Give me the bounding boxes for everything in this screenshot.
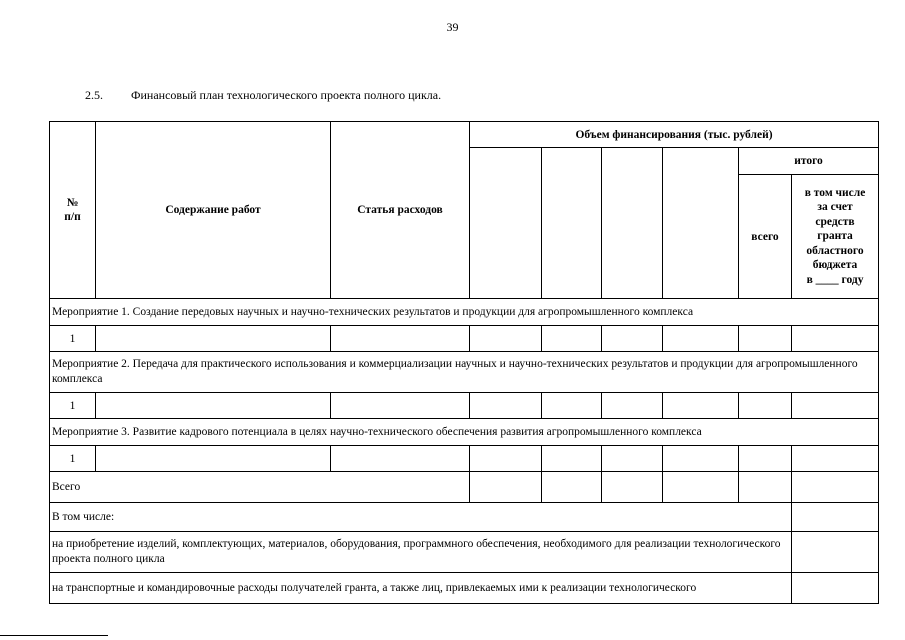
grant-cell[interactable] bbox=[792, 532, 879, 573]
value-cell[interactable] bbox=[470, 472, 542, 503]
grant-cell[interactable] bbox=[792, 326, 879, 352]
row-index: 1 bbox=[50, 446, 96, 472]
header-grant-line: бюджета bbox=[812, 259, 858, 272]
page-number: 39 bbox=[446, 20, 459, 34]
value-cell[interactable] bbox=[542, 446, 602, 472]
header-year-col-2 bbox=[542, 148, 602, 299]
value-cell[interactable] bbox=[663, 326, 739, 352]
header-funding: Объем финансирования (тыс. рублей) bbox=[470, 122, 879, 148]
value-cell[interactable] bbox=[470, 393, 542, 419]
expense-cell[interactable] bbox=[331, 393, 470, 419]
value-cell[interactable] bbox=[602, 393, 663, 419]
header-grant-line: в ____ году bbox=[806, 273, 864, 286]
measure-3-row bbox=[50, 419, 879, 446]
grant-cell[interactable] bbox=[792, 573, 879, 604]
header-grant-line: средств bbox=[815, 215, 855, 228]
measure-3-title: Мероприятие 3. Развитие кадрового потенциала в целях научно-технического обеспечения развития агропромышленного комплекса bbox=[50, 419, 879, 446]
content-cell[interactable] bbox=[96, 326, 331, 352]
measure-3-item-row bbox=[50, 446, 879, 472]
section-heading bbox=[85, 88, 441, 103]
total-row bbox=[50, 472, 879, 503]
content-cell[interactable] bbox=[96, 393, 331, 419]
row-index: 1 bbox=[50, 393, 96, 419]
total-cell[interactable] bbox=[739, 472, 792, 503]
header-grant bbox=[792, 175, 879, 299]
expense-item-row bbox=[50, 532, 879, 573]
section-number: 2.5. bbox=[85, 88, 103, 102]
header-expense: Статья расходов bbox=[331, 122, 470, 299]
header-content: Содержание работ bbox=[96, 122, 331, 299]
measure-2-title: Мероприятие 2. Передача для практического использования и коммерциализации научных и научно-технических результатов и продукции для агропромышленного комплекса bbox=[50, 352, 879, 393]
expense-item-text: на приобретение изделий, комплектующих, материалов, оборудования, программного обеспечения, необходимого для реализации технологического проекта полного цикла bbox=[50, 532, 792, 573]
header-grant-line: гранта bbox=[817, 230, 853, 243]
header-grant-line: областного bbox=[806, 244, 864, 257]
header-year-col-3 bbox=[602, 148, 663, 299]
value-cell[interactable] bbox=[602, 446, 663, 472]
total-cell[interactable] bbox=[739, 393, 792, 419]
header-row-top bbox=[50, 122, 879, 148]
measure-1-item-row bbox=[50, 326, 879, 352]
header-total-all: всего bbox=[739, 175, 792, 299]
header-grant-line: за счет bbox=[817, 201, 853, 214]
footnote-separator bbox=[0, 635, 108, 636]
header-number-symbol: № bbox=[66, 196, 79, 209]
grant-cell[interactable] bbox=[792, 472, 879, 503]
financial-plan-table bbox=[49, 121, 879, 604]
header-number-abbr: п/п bbox=[64, 211, 81, 223]
expense-item-text: на транспортные и командировочные расходы получателей гранта, а также лиц, привлекаемых ими к реализации технологического bbox=[50, 573, 792, 604]
value-cell[interactable] bbox=[663, 446, 739, 472]
total-cell[interactable] bbox=[739, 446, 792, 472]
grant-cell[interactable] bbox=[792, 446, 879, 472]
value-cell[interactable] bbox=[470, 446, 542, 472]
value-cell[interactable] bbox=[663, 393, 739, 419]
value-cell[interactable] bbox=[542, 393, 602, 419]
row-index: 1 bbox=[50, 326, 96, 352]
value-cell[interactable] bbox=[663, 472, 739, 503]
measure-1-title: Мероприятие 1. Создание передовых научных и научно-технических результатов и продукции для агропромышленного комплекса bbox=[50, 299, 879, 326]
measure-2-item-row bbox=[50, 393, 879, 419]
total-cell[interactable] bbox=[739, 326, 792, 352]
including-label: В том числе: bbox=[50, 503, 792, 532]
content-cell[interactable] bbox=[96, 446, 331, 472]
grant-cell[interactable] bbox=[792, 393, 879, 419]
value-cell[interactable] bbox=[542, 326, 602, 352]
header-total: итого bbox=[739, 148, 879, 175]
value-cell[interactable] bbox=[602, 326, 663, 352]
header-year-col-1 bbox=[470, 148, 542, 299]
expense-item-row bbox=[50, 573, 879, 604]
value-cell[interactable] bbox=[602, 472, 663, 503]
total-label: Всего bbox=[50, 472, 470, 503]
including-row bbox=[50, 503, 879, 532]
value-cell[interactable] bbox=[542, 472, 602, 503]
measure-1-row bbox=[50, 299, 879, 326]
header-year-col-4 bbox=[663, 148, 739, 299]
measure-2-row bbox=[50, 352, 879, 393]
expense-cell[interactable] bbox=[331, 446, 470, 472]
expense-cell[interactable] bbox=[331, 326, 470, 352]
header-number bbox=[50, 122, 96, 299]
grant-cell[interactable] bbox=[792, 503, 879, 532]
section-title: Финансовый план технологического проекта полного цикла. bbox=[131, 88, 442, 102]
value-cell[interactable] bbox=[470, 326, 542, 352]
header-grant-line: в том числе bbox=[804, 186, 866, 199]
